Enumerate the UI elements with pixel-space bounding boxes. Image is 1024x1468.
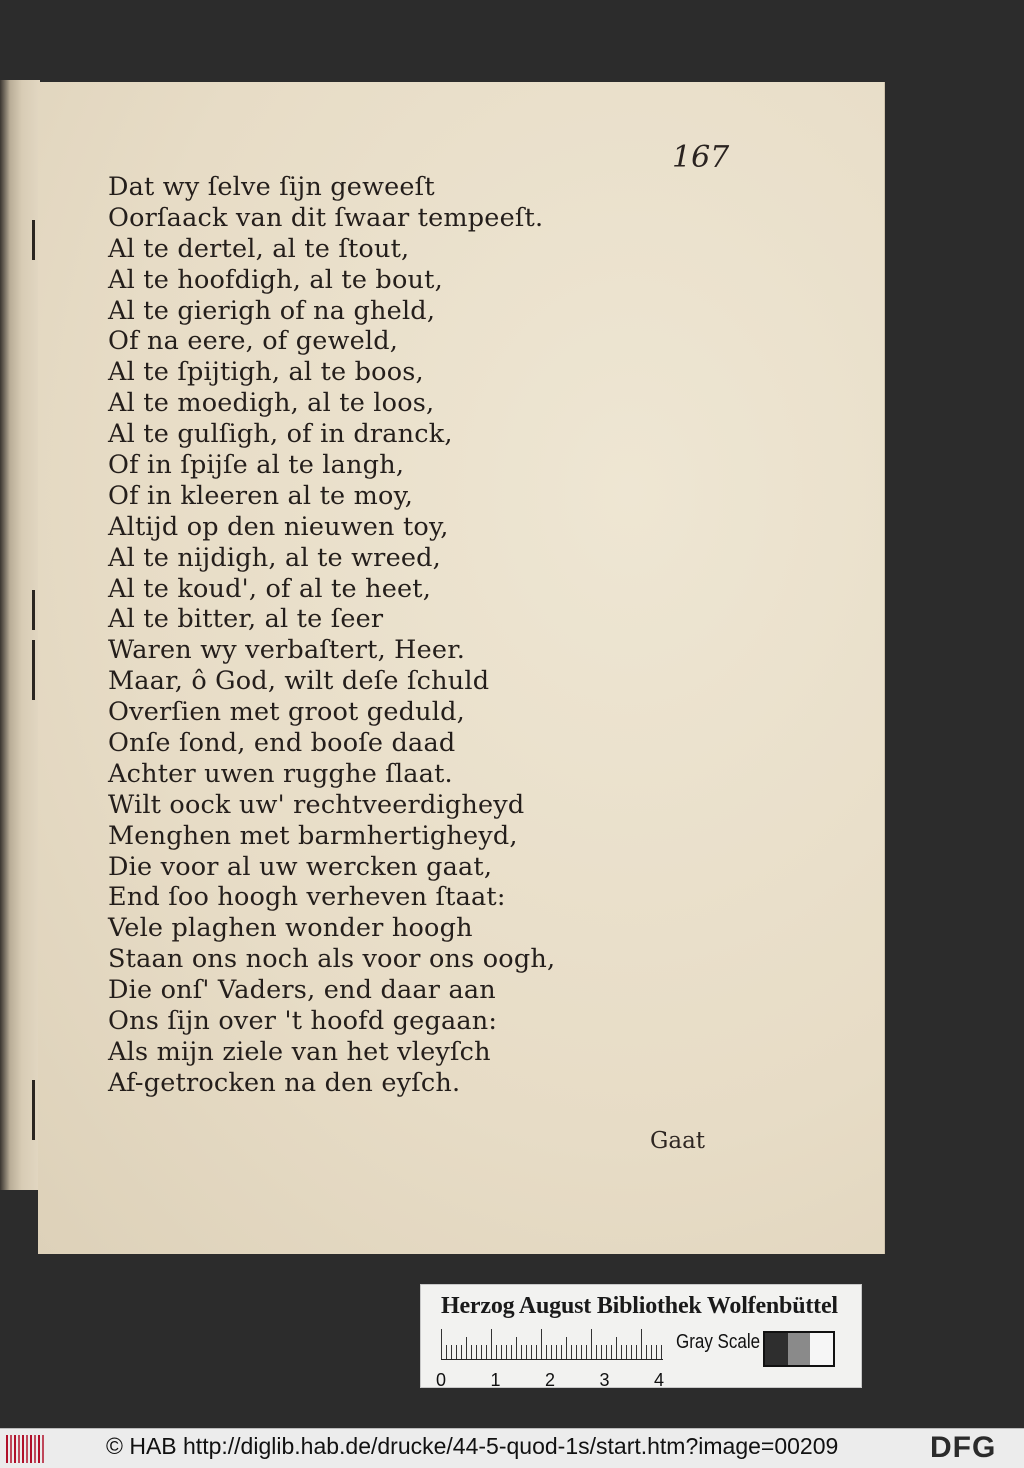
ruler-tick — [561, 1345, 562, 1359]
ruler-tick — [506, 1345, 507, 1359]
ruler-tick — [466, 1337, 467, 1359]
ruler-tick — [591, 1329, 592, 1359]
ruler-tick — [531, 1345, 532, 1359]
verse-line: Overſien met groot geduld, — [108, 697, 465, 728]
verse-line: Of na eere, of geweld, — [108, 326, 399, 357]
ruler-tick — [481, 1345, 482, 1359]
verse-line: End ſoo hoogh verheven ſtaat: — [108, 882, 506, 913]
verse-line: Die onſ' Vaders, end daar aan — [108, 975, 496, 1006]
verse-line: Of in ſpijſe al te langh, — [108, 450, 405, 481]
page-number: 167 — [672, 140, 730, 175]
hab-logo-icon — [6, 1435, 46, 1463]
verse-line: Af-getrocken na den eyſch. — [108, 1067, 461, 1098]
verse-line: Vele plaghen wonder hoogh — [108, 913, 473, 944]
verse-line: Al te koud', of al te heet, — [108, 573, 432, 604]
ruler-tick — [581, 1345, 582, 1359]
ruler-tick — [571, 1345, 572, 1359]
ruler-tick — [576, 1345, 577, 1359]
ruler-number: 1 — [490, 1370, 501, 1390]
verse-line: Staan ons noch als voor ons oogh, — [108, 944, 556, 975]
verse-line: Al te ſpijtigh, al te boos, — [108, 357, 424, 388]
ruler-tick — [556, 1345, 557, 1359]
gray-scale-swatches — [763, 1331, 835, 1367]
ruler-tick — [661, 1345, 662, 1359]
ruler-tick — [516, 1337, 517, 1359]
ruler-tick — [546, 1345, 547, 1359]
verse-line: Al te dertel, al te ſtout, — [108, 233, 410, 264]
ruler-tick — [631, 1345, 632, 1359]
ruler-tick — [451, 1345, 452, 1359]
verse-line: Al te hoofdigh, al te bout, — [108, 264, 443, 295]
ruler-number: 0 — [436, 1370, 447, 1390]
ruler-tick — [626, 1345, 627, 1359]
dfg-logo: DFG — [930, 1431, 997, 1464]
ruler-tick — [456, 1345, 457, 1359]
ruler-tick — [476, 1345, 477, 1359]
swatch-mid — [788, 1333, 811, 1365]
ruler-tick — [446, 1345, 447, 1359]
ruler-tick — [611, 1345, 612, 1359]
verse-line: Dat wy ſelve ſijn geweeſt — [108, 172, 435, 202]
ruler-tick — [521, 1345, 522, 1359]
ruler-number: 3 — [599, 1370, 610, 1390]
swatch-light — [810, 1333, 833, 1365]
verse-line: Al te bitter, al te ſeer — [108, 604, 384, 635]
verse-text — [108, 172, 628, 1099]
ruler-tick — [656, 1345, 657, 1359]
ruler-tick — [601, 1345, 602, 1359]
verse-line: Die voor al uw wercken gaat, — [108, 851, 493, 882]
verse-line: Oorſaack van dit ſwaar tempeeſt. — [108, 202, 544, 233]
swatch-dark — [765, 1333, 788, 1365]
ruler-tick — [616, 1337, 617, 1359]
ruler-tick — [541, 1329, 542, 1359]
library-scale-label — [420, 1284, 862, 1388]
verse-line: Altijd op den nieuwen toy, — [108, 511, 449, 542]
verse-line: Ons ſijn over 't hoofd gegaan: — [108, 1006, 498, 1037]
ruler-tick — [636, 1345, 637, 1359]
ruler-tick — [586, 1345, 587, 1359]
footer-bar — [0, 1428, 1024, 1468]
facing-page-edge — [0, 80, 40, 1190]
show-through-text — [638, 212, 898, 1212]
ruler-tick — [441, 1329, 442, 1359]
verse-line: Al te gierigh of na gheld, — [108, 295, 436, 326]
ruler-tick — [461, 1345, 462, 1359]
verse-line: Menghen met barmhertigheyd, — [108, 820, 518, 851]
verse-line: Maar, ô God, wilt deſe ſchuld — [108, 666, 490, 697]
verse-line: Onſe ſond, end booſe daad — [108, 728, 456, 759]
ruler-tick — [511, 1345, 512, 1359]
gray-scale-caption: Gray Scale — [676, 1331, 761, 1353]
ruler-tick — [496, 1345, 497, 1359]
ruler-tick — [501, 1345, 502, 1359]
ruler-tick — [651, 1345, 652, 1359]
verse-line: Al te nijdigh, al te wreed, — [108, 542, 441, 573]
catchword: Gaat — [650, 1128, 706, 1154]
ruler-tick — [596, 1345, 597, 1359]
verse-line: Wilt oock uw' rechtveerdigheyd — [108, 789, 525, 820]
ruler-tick — [566, 1337, 567, 1359]
ruler-tick — [621, 1345, 622, 1359]
ruler-tick — [646, 1345, 647, 1359]
ruler-number: 2 — [545, 1370, 556, 1390]
ruler-tick — [551, 1345, 552, 1359]
ruler-tick — [536, 1345, 537, 1359]
verse-line: Waren wy verbaſtert, Heer. — [108, 635, 466, 666]
copyright-url[interactable]: © HAB http://diglib.hab.de/drucke/44-5-quod-1s/start.htm?image=00209 — [106, 1433, 839, 1459]
ruler-tick — [606, 1345, 607, 1359]
ruler-scale — [441, 1329, 663, 1360]
ruler-tick — [526, 1345, 527, 1359]
verse-line: Als mijn ziele van het vleyſch — [108, 1036, 491, 1067]
ruler-tick — [486, 1345, 487, 1359]
ruler-tick — [471, 1345, 472, 1359]
ruler-number: 4 — [654, 1370, 665, 1390]
ruler-tick — [491, 1329, 492, 1359]
verse-line: Achter uwen rugghe ſlaat. — [108, 758, 453, 789]
verse-line: Al te moedigh, al te loos, — [108, 388, 435, 419]
verse-line: Al te gulſigh, of in dranck, — [108, 419, 453, 450]
ruler-tick — [641, 1329, 642, 1359]
library-name: Herzog August Bibliothek Wolfenbüttel — [441, 1293, 838, 1319]
verse-line: Of in kleeren al te moy, — [108, 480, 414, 511]
